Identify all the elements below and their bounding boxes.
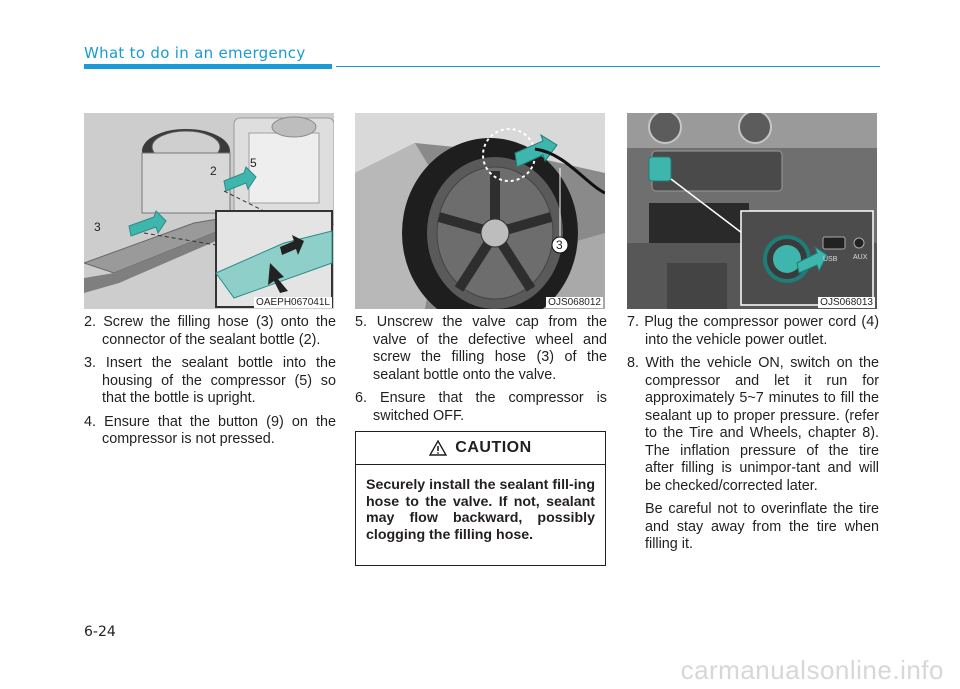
column-1 [84, 314, 336, 455]
compressor-illustration [84, 113, 334, 309]
callout-5: 5 [250, 156, 257, 170]
callout-2: 2 [210, 164, 217, 178]
figure-wheel-valve [355, 113, 605, 309]
column-2 [355, 314, 607, 431]
callout-3: 3 [556, 238, 563, 252]
step-4: 4. Ensure that the button (9) on the compressor is not pressed. [84, 413, 336, 447]
callout-3: 3 [94, 220, 101, 234]
section-header-title: What to do in an emergency [84, 44, 306, 62]
figure-compressor-sealant [84, 113, 334, 309]
console-illustration [627, 113, 877, 309]
wheel-illustration [355, 113, 605, 309]
figure-caption: OJS068013 [820, 297, 873, 308]
header-accent-bar [84, 64, 332, 69]
figure-caption: OJS068012 [548, 297, 601, 308]
figure-caption: OAEPH067041L [256, 297, 330, 308]
caution-box [355, 431, 606, 566]
step-5: 5. Unscrew the valve cap from the valve of the defective wheel and screw the filling hose (3) of the sealant bottle onto the valve. [355, 314, 607, 383]
step-7: 7. Plug the compressor power cord (4) into the vehicle power outlet. [627, 314, 879, 348]
step-8-note: Be careful not to overinflate the tire and stay away from the tire when filling it. [645, 501, 879, 552]
usb-label: USB [823, 256, 838, 263]
page-number: 6-24 [84, 624, 116, 640]
caution-header [356, 432, 605, 465]
caution-text: Securely install the sealant fill-ing hose to the valve. If not, sealant may flow backward, possibly clogging the filling hose. [366, 477, 595, 543]
aux-label: AUX [853, 254, 868, 261]
caution-title: CAUTION [455, 439, 532, 456]
step-2: 2. Screw the filling hose (3) onto the connector of the sealant bottle (2). [84, 314, 336, 348]
watermark: carmanualsonline.info [680, 655, 944, 685]
figure-power-outlet [627, 113, 877, 309]
warning-triangle-icon [429, 440, 447, 456]
header-rule [336, 66, 880, 67]
step-8: 8. With the vehicle ON, switch on the compressor and let it run for approximately 5~7 minutes to fill the sealant up to proper pressure. (refer to the Tire and Wheels, chapter 8). The inflation pressure of the tire after filling is unimpor-tant and will be checked/corrected later. [627, 355, 879, 494]
column-3 [627, 314, 879, 554]
step-6: 6. Ensure that the compressor is switched OFF. [355, 390, 607, 424]
step-3: 3. Insert the sealant bottle into the housing of the compressor (5) so that the bottle is upright. [84, 355, 336, 406]
